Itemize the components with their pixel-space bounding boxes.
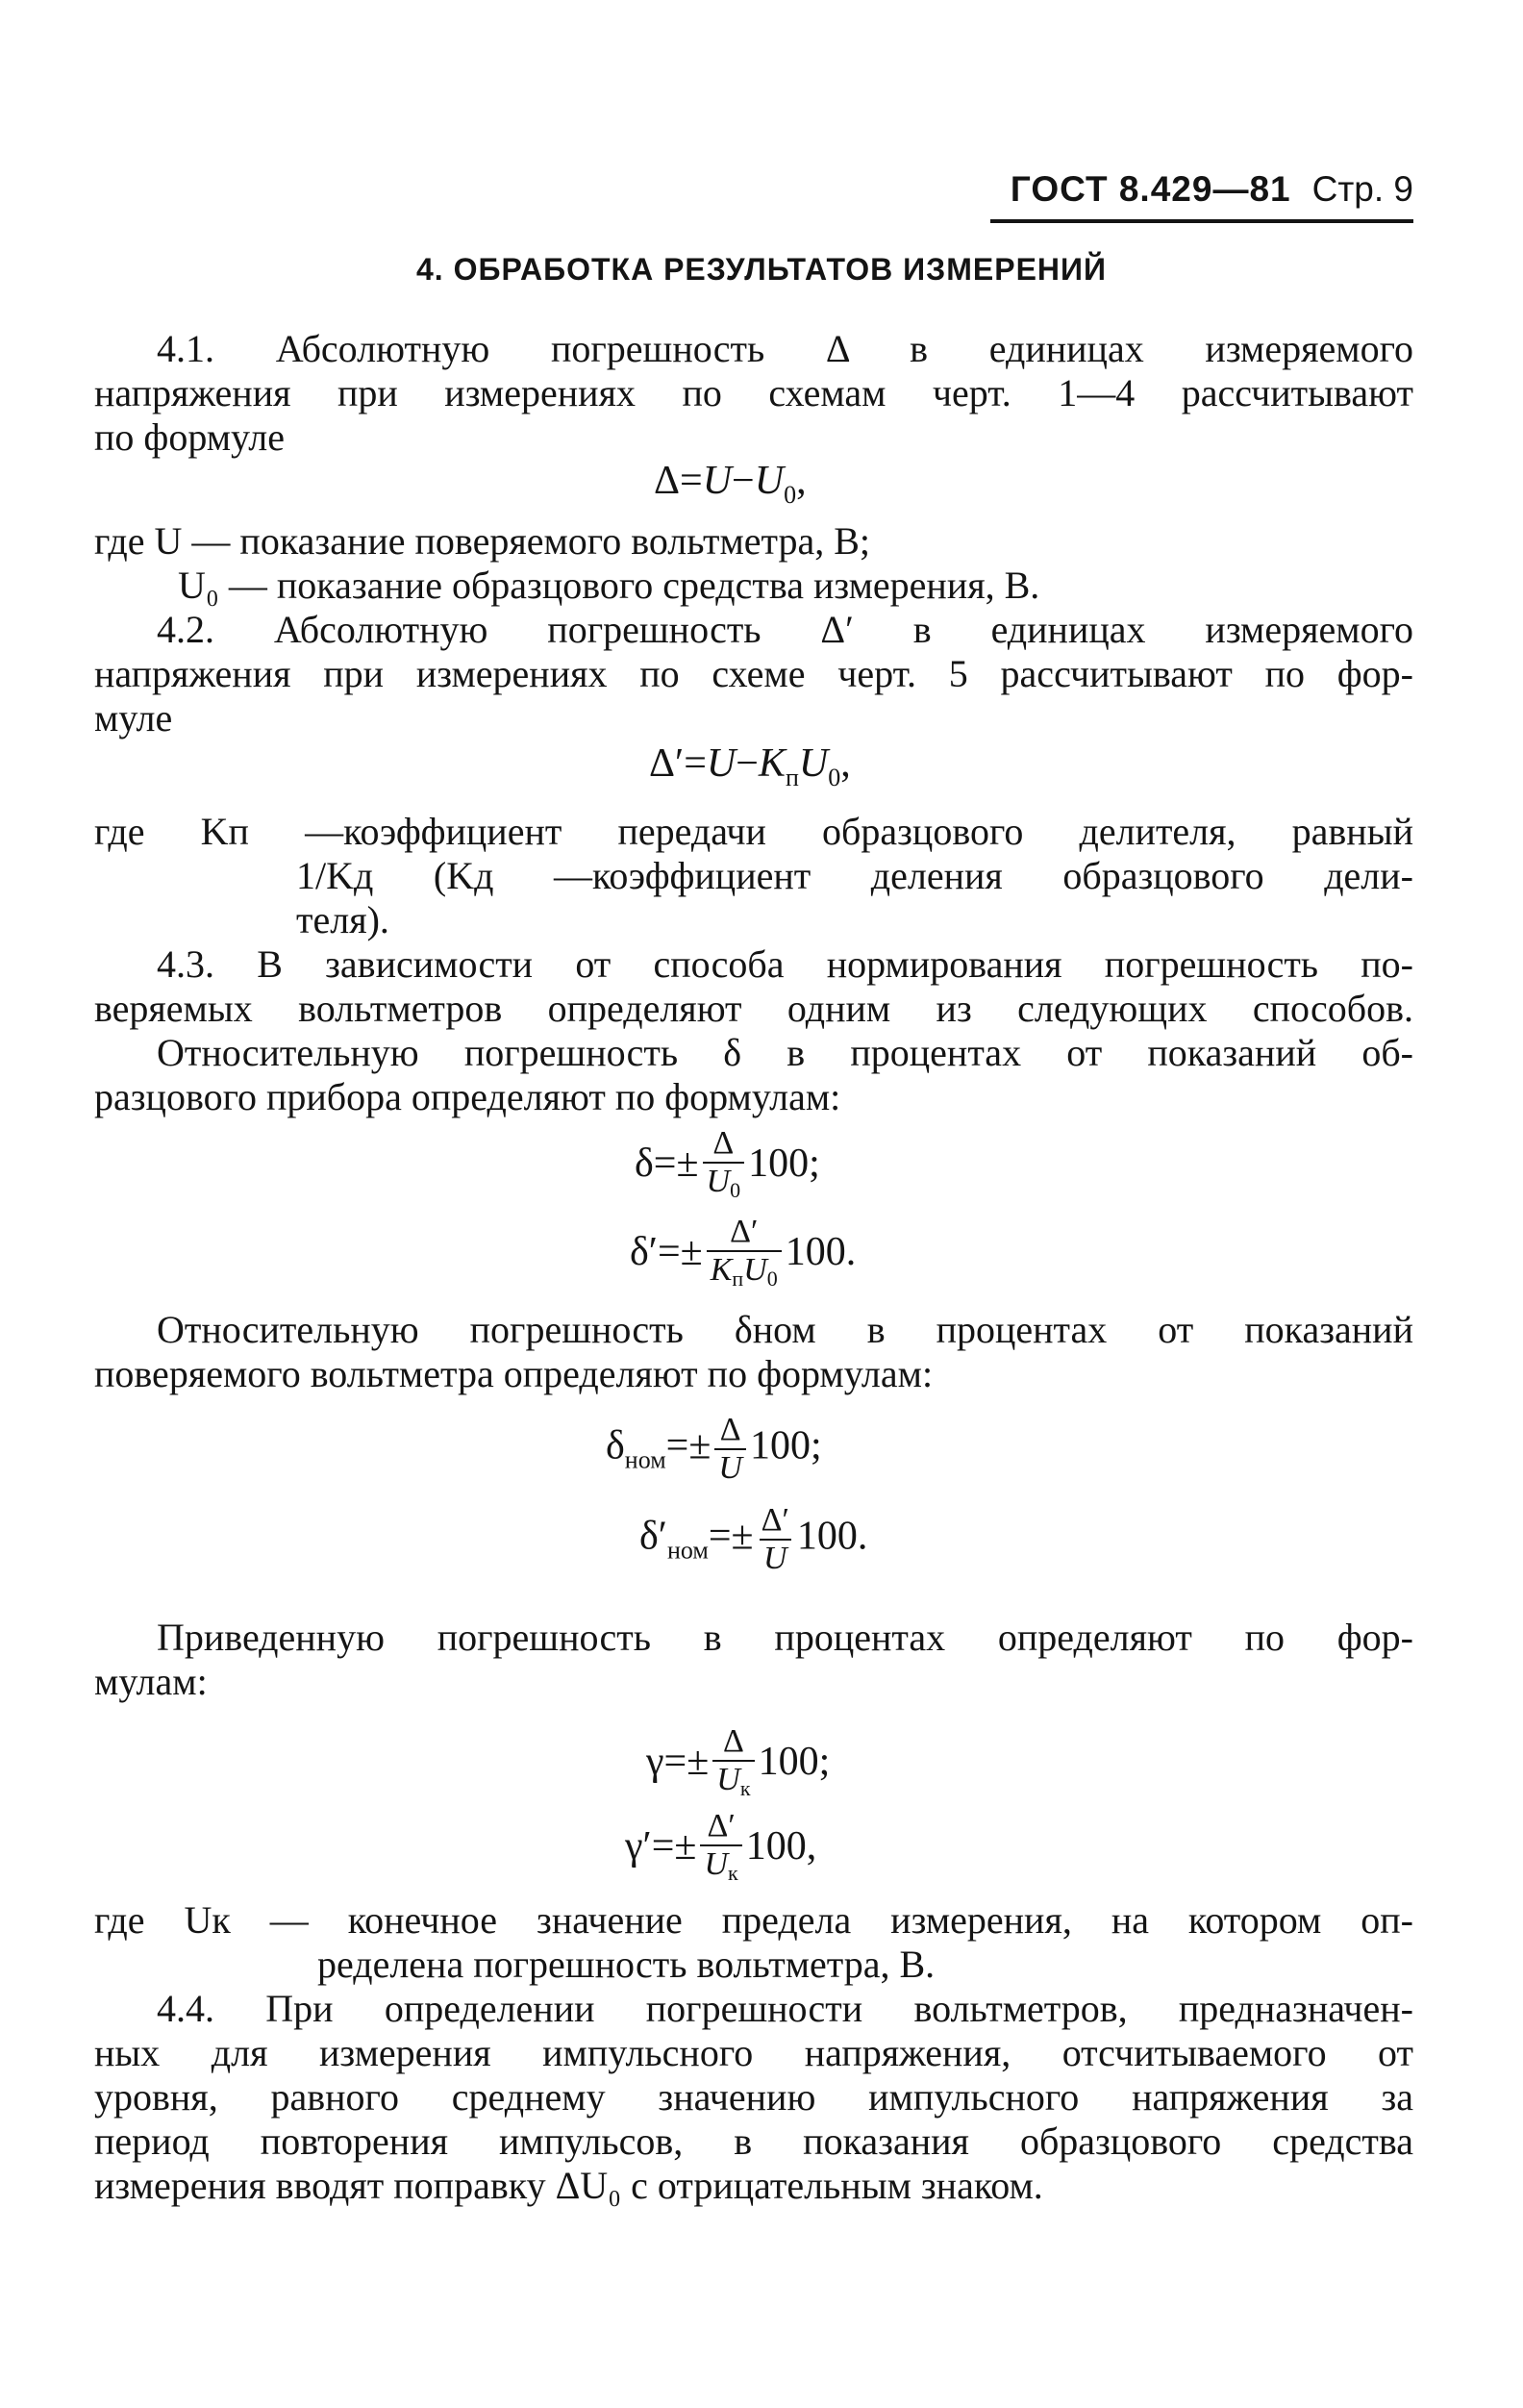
paragraph-4-4-line-2: ных для измерения импульсного напряжения, отсчитываемого от [94, 2031, 1413, 2074]
formula-abs-error: $\Delta=U-U_0$, [654, 459, 807, 509]
paragraph-4-3-line-3: Относительную погрешность δ в процентах от показаний об- [157, 1031, 1413, 1074]
paragraph-4-2-where-2: 1/Kд (Kд —коэффициент деления образцового дели- [296, 854, 1413, 897]
paragraph-4-3-where-2: ределена погрешность вольтметра, В. [317, 1943, 936, 1986]
paragraph-4-3-line-7: Приведенную погрешность в процентах определяют по фор- [157, 1616, 1413, 1659]
paragraph-4-1-line-1: 4.1. Абсолютную погрешность Δ в единицах измеряемого [157, 327, 1413, 370]
formula-delta-nom-prime: $\delta'_{ном}=\pm$ $\frac{\Delta'}{U}$ 100. [639, 1502, 868, 1576]
header-rule [990, 219, 1413, 223]
formula-gamma: γ=± $\frac{\Delta}{U_к}$ 100; [646, 1723, 830, 1807]
formula-gamma-prime: γ′=± $\frac{\Delta'}{U_к}$ 100, [625, 1808, 816, 1892]
paragraph-4-4-line-5: измерения вводят поправку ΔU₀ с отрицательным знаком. [94, 2164, 1043, 2207]
paragraph-4-1-where-2: U₀ — показание образцового средства измерения, В. [178, 564, 1040, 607]
paragraph-4-4-line-3: уровня, равного среднему значению импульсного напряжения за [94, 2075, 1413, 2119]
formula-delta-prime: δ′=± $\frac{\Delta'}{K_пU_0}$ 100. [630, 1214, 856, 1297]
paragraph-4-3-line-6: поверяемого вольтметра определяют по формулам: [94, 1352, 934, 1395]
section-title: 4. ОБРАБОТКА РЕЗУЛЬТАТОВ ИЗМЕРЕНИЙ [415, 252, 1108, 287]
paragraph-4-3-line-5: Относительную погрешность δном в процентах от показаний [157, 1308, 1413, 1351]
page-header [1011, 169, 1413, 211]
paragraph-4-2-line-3: муле [94, 696, 173, 740]
paragraph-4-4-line-1: 4.4. При определении погрешности вольтметров, предназначен- [157, 1987, 1413, 2030]
paragraph-4-1-line-2: напряжения при измерениях по схемам черт. 1—4 рассчитывают [94, 371, 1413, 414]
paragraph-4-2-where-3: теля). [296, 898, 389, 941]
paragraph-4-1-line-3: по формуле [94, 415, 285, 459]
paragraph-4-3-line-4: разцового прибора определяют по формулам: [94, 1075, 841, 1118]
paragraph-4-1-where-1: где U — показание поверяемого вольтметра, В; [94, 519, 871, 563]
paragraph-4-3-line-2: веряемых вольтметров определяют одним из следующих способов. [94, 987, 1413, 1030]
standard-number: ГОСТ 8.429—81 [1010, 169, 1291, 209]
paragraph-4-2-line-2: напряжения при измерениях по схеме черт. 5 рассчитывают по фор- [94, 652, 1413, 695]
paragraph-4-3-line-8: мулам: [94, 1660, 208, 1703]
paragraph-4-3-line-1: 4.3. В зависимости от способа нормирования погрешность по- [157, 942, 1413, 986]
page-number: Стр. 9 [1311, 169, 1413, 209]
paragraph-4-2-line-1: 4.2. Абсолютную погрешность Δ′ в единицах измеряемого [157, 608, 1413, 651]
formula-delta: δ=± $\frac{\Delta}{U_0}$ 100; [635, 1125, 820, 1209]
paragraph-4-4-line-4: период повторения импульсов, в показания образцового средства [94, 2120, 1413, 2163]
formula-delta-nom: $\delta_{ном}=\pm$ $\frac{\Delta}{U}$ 100; [606, 1412, 822, 1486]
paragraph-4-3-where-1: где Uк — конечное значение предела измерения, на котором оп- [94, 1898, 1413, 1942]
formula-abs-error-prime: $\Delta'=U-K_пU_0$, [649, 741, 851, 791]
paragraph-4-2-where-1: где Kп —коэффициент передачи образцового делителя, равный [94, 810, 1413, 853]
